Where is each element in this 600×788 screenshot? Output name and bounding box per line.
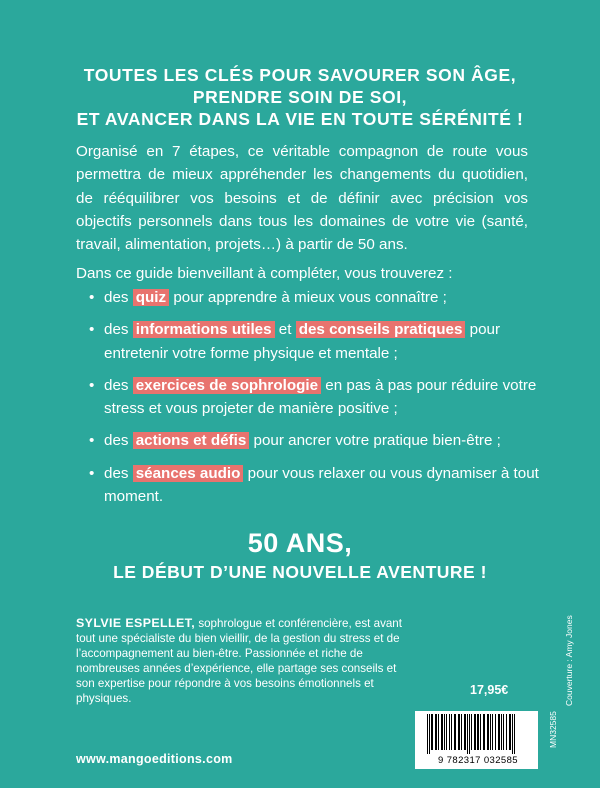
tagline [0,526,600,584]
barcode-bar [427,714,428,754]
list-item-informations [104,318,544,365]
bullet-text: des [104,321,133,339]
description-paragraph: Organisé en 7 étapes, ce véritable compagnon de route vous permettra de mieux appréhender les changements du quotidien, de rééquilibrer vos besoins et de définir avec précision vos objectifs personnels dans tous les domaines de votre vie (santé, travail, alimentation, projets…) à partir de 50 ans. [76,143,528,254]
bullet-text: des [104,464,133,482]
barcode-bar [506,714,507,750]
highlight-exercices-sophrologie: exercices de sophrologie [133,377,321,394]
headline-line-1: TOUTES LES CLÉS POUR SAVOURER SON ÂGE, [83,65,517,85]
bullet-text: pour vous relaxer ou vous dynamiser à tout moment. [104,464,539,506]
guide-intro: Dans ce guide bienveillant à compléter, vous trouverez : [76,265,453,282]
highlight-actions-defis: actions et défis [133,432,250,449]
list-item-quiz [104,286,544,309]
price: 17,95€ [470,683,509,697]
isbn-number: 9 782317 032585 [438,755,518,766]
list-item-actions [104,429,544,452]
barcode-bar [446,714,447,750]
list-item-sophrologie [104,374,544,421]
barcode-bar [467,714,468,754]
barcode-bar [490,714,491,750]
website-url: www.mangoeditions.com [76,752,233,766]
barcode-bar [449,714,450,750]
barcode-bar [501,714,502,750]
author-name: SYLVIE ESPELLET, [76,616,196,630]
highlight-seances-audio: séances audio [133,465,244,482]
bullet-text: pour ancrer votre pratique bien-être ; [249,432,501,450]
tagline-sub: LE DÉBUT D’UNE NOUVELLE AVENTURE ! [113,562,487,582]
back-cover-headline [0,64,600,130]
barcode-bar [492,714,493,750]
bullet-text: des [104,376,133,394]
bullet-text: et [274,321,296,339]
barcode-bar [503,714,504,750]
barcode-bar [454,714,456,750]
list-item-audio [104,462,544,509]
bullet-text: pour entretenir votre forme physique et mentale ; [104,321,501,362]
barcode-bar [435,714,437,750]
barcode-bar [487,714,489,750]
barcode [425,714,531,754]
barcode-bar [438,714,439,750]
barcode-bar [429,714,430,754]
barcode-bar [431,714,433,750]
author-bio-text: sophrologue et conférencière, est avant tout une spécialiste du bien vieillir, de la gestion du stress et de l’accompagnement au bien-être. Passionnée et riche de nombreuses années d’expérience, elle partage ses conseils et son expertise pour répondre à vos besoins émotionnels et physiques. [76,617,402,705]
barcode-bar [469,714,470,754]
cover-credit: Couverture : Amy Jones [564,615,574,706]
bullet-text: en pas à pas pour réduire votre stress et vous projeter de manière positive ; [104,376,537,418]
barcode-bar [512,714,513,754]
barcode-bar [444,714,445,750]
barcode-bar [498,714,500,750]
barcode-bar [477,714,479,750]
highlight-quiz: quiz [133,289,169,306]
barcode-bar [441,714,443,750]
highlight-informations-utiles: informations utiles [133,321,275,338]
bullet-text: des [104,432,133,450]
barcode-bar [464,714,466,750]
feature-list [104,286,544,517]
barcode-bar [458,714,460,750]
barcode-bar [514,714,515,754]
barcode-bar [509,714,511,750]
barcode-bar [474,714,476,750]
barcode-bar [471,714,472,750]
tagline-big: 50 ANS, [247,528,353,558]
barcode-bar [495,714,496,750]
reference-code: MN32585 [548,711,558,748]
barcode-bar [461,714,462,750]
barcode-bar [451,714,452,750]
headline-line-3: ET AVANCER DANS LA VIE EN TOUTE SÉRÉNITÉ ! [76,109,524,129]
barcode-bar [480,714,481,750]
bullet-text: pour apprendre à mieux vous connaître ; [169,289,447,306]
highlight-conseils-pratiques: des conseils pratiques [296,321,466,338]
author-bio [76,616,406,706]
bullet-text: des [104,289,133,306]
barcode-bar [483,714,485,750]
headline-line-2: PRENDRE SOIN DE SOI, [192,87,408,107]
